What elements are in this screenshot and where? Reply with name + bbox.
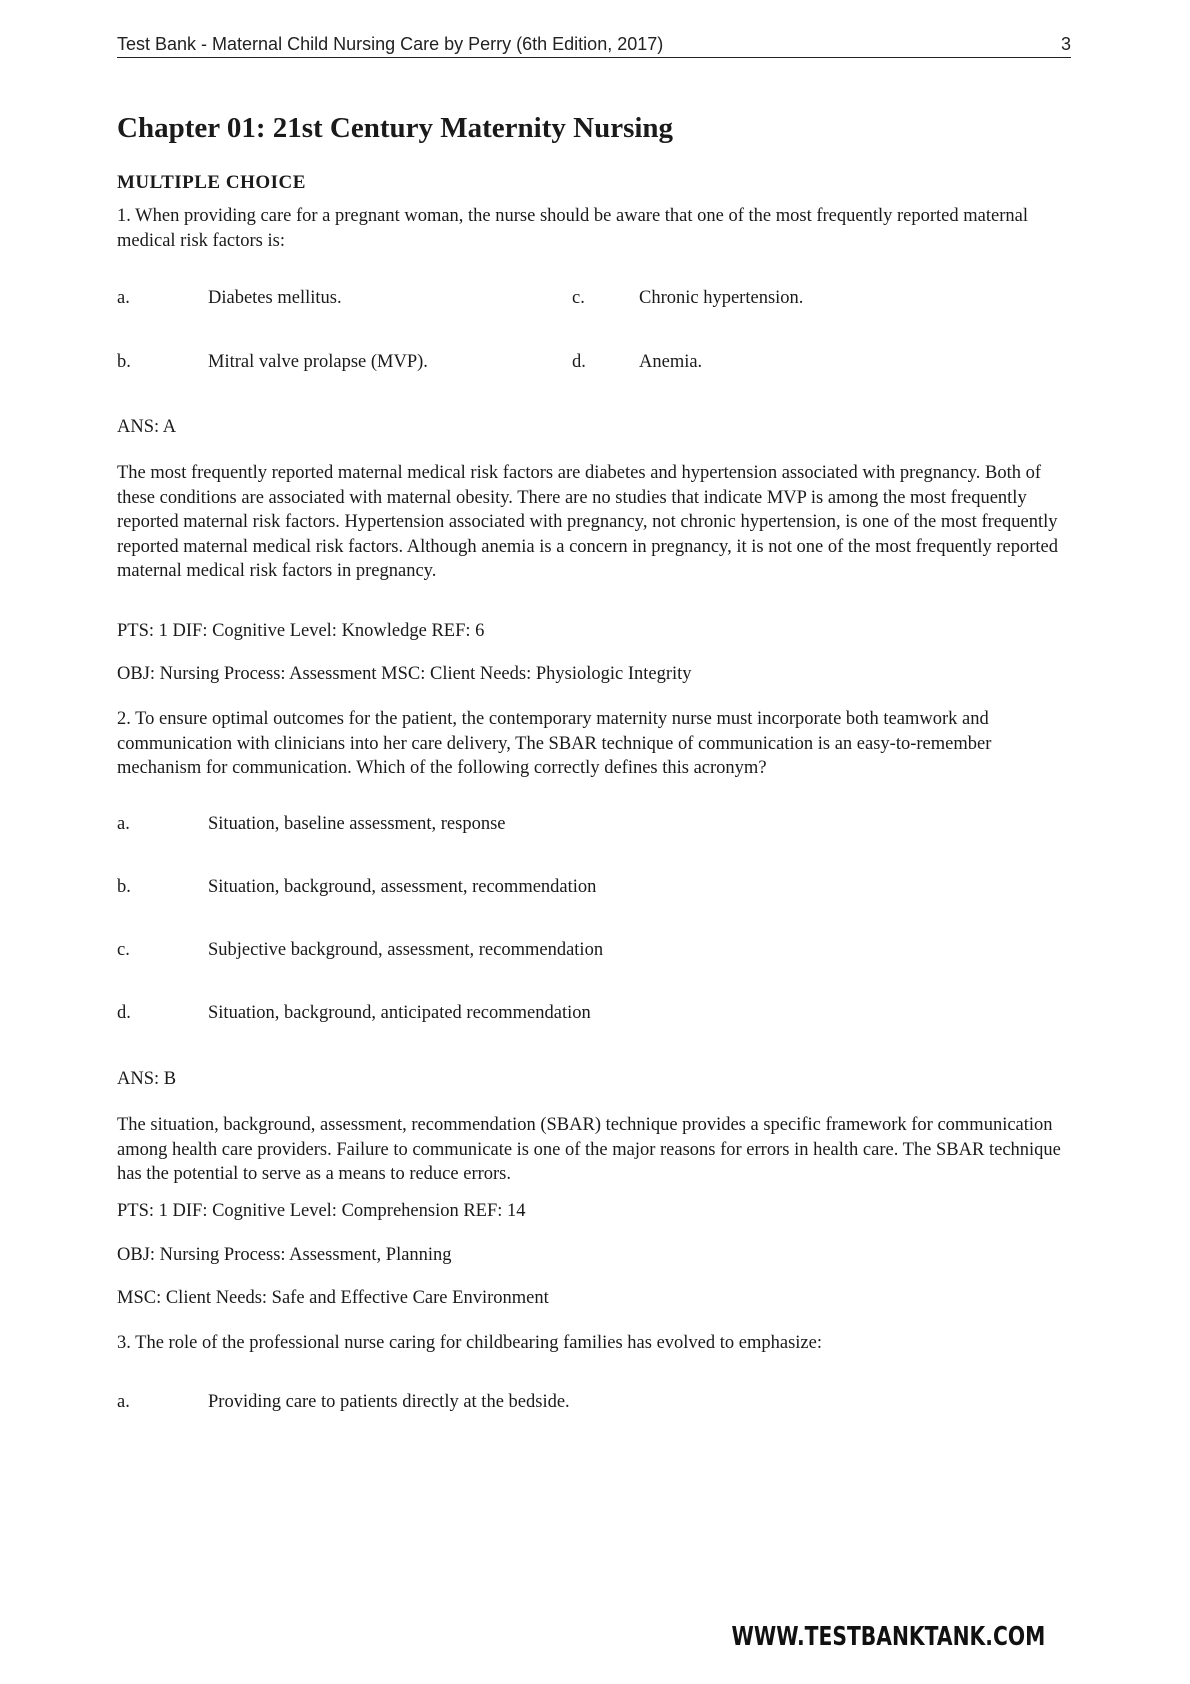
option-text: Subjective background, assessment, recommendation xyxy=(208,940,604,960)
option-text: Chronic hypertension. xyxy=(639,288,804,308)
header-title: Test Bank - Maternal Child Nursing Care by Perry (6th Edition, 2017) xyxy=(117,34,664,54)
option-text: Situation, baseline assessment, response xyxy=(208,814,506,834)
question-2-pts: PTS: 1 DIF: Cognitive Level: Comprehension REF: 14 xyxy=(117,1201,526,1221)
question-1-answer: ANS: A xyxy=(117,417,177,437)
chapter-title: Chapter 01: 21st Century Maternity Nursing xyxy=(117,112,674,144)
question-3-stem: 3. The role of the professional nurse caring for childbearing families has evolved to emphasize: xyxy=(117,1333,822,1353)
option-text: Providing care to patients directly at the bedside. xyxy=(208,1392,570,1412)
question-2-rationale: The situation, background, assessment, recommendation (SBAR) technique provides a specific framework for communication among health care providers. Failure to communicate is one of the major reasons for errors in health care. The SBAR technique has the potential to serve as a means to reduce errors. xyxy=(117,1115,1061,1184)
page-header xyxy=(117,33,1071,58)
question-2-msc: MSC: Client Needs: Safe and Effective Care Environment xyxy=(117,1288,549,1308)
option-text: Anemia. xyxy=(639,352,703,372)
option-letter: b. xyxy=(117,352,131,372)
option-text: Mitral valve prolapse (MVP). xyxy=(208,352,428,372)
question-2-stem: 2. To ensure optimal outcomes for the patient, the contemporary maternity nurse must incorporate both teamwork and communication with clinicians into her care delivery, The SBAR technique of communication is an easy-to-remember mechanism for communication. Which of the following correctly defines this acronym? xyxy=(117,709,992,778)
option-text: Situation, background, assessment, recommendation xyxy=(208,877,597,897)
option-text: Diabetes mellitus. xyxy=(208,288,342,308)
question-1-rationale: The most frequently reported maternal medical risk factors are diabetes and hypertension associated with pregnancy. Both of these conditions are associated with maternal obesity. There are no studies that indicate MVP is among the most frequently reported maternal risk factors. Hypertension associated with pregnancy, not chronic hypertension, is one of the most frequently reported maternal medical risk factors. Although anemia is a concern in pregnancy, it is not one of the most frequently reported maternal medical risk factors in pregnancy. xyxy=(117,463,1058,581)
page-number: 3 xyxy=(1060,34,1071,54)
option-text: Situation, background, anticipated recommendation xyxy=(208,1003,591,1023)
option-letter: d. xyxy=(572,352,586,372)
option-letter: b. xyxy=(117,877,131,897)
section-title: MULTIPLE CHOICE xyxy=(117,172,306,193)
option-letter: a. xyxy=(117,1392,130,1412)
question-1-pts: PTS: 1 DIF: Cognitive Level: Knowledge REF: 6 xyxy=(117,621,485,641)
question-2-answer: ANS: B xyxy=(117,1069,177,1089)
option-letter: c. xyxy=(572,288,585,308)
question-1-obj: OBJ: Nursing Process: Assessment MSC: Client Needs: Physiologic Integrity xyxy=(117,664,692,684)
question-2-obj: OBJ: Nursing Process: Assessment, Planning xyxy=(117,1245,452,1265)
option-letter: a. xyxy=(117,814,130,834)
option-letter: c. xyxy=(117,940,130,960)
option-letter: a. xyxy=(117,288,130,308)
watermark-url: WWW.TESTBANKTANK.COM xyxy=(731,1622,1045,1652)
question-1-stem: 1. When providing care for a pregnant woman, the nurse should be aware that one of the most frequently reported maternal medical risk factors is: xyxy=(117,206,1028,251)
option-letter: d. xyxy=(117,1003,131,1023)
